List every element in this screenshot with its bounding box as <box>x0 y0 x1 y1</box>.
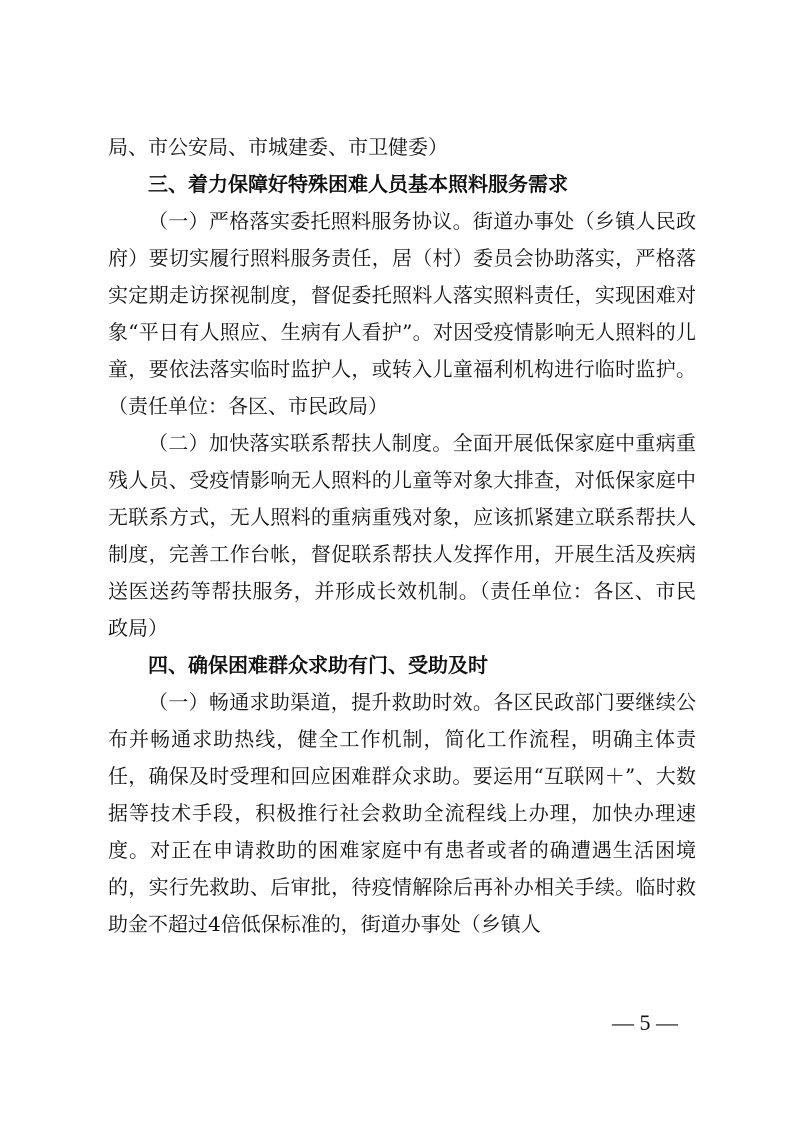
section-heading-3: 三、着力保障好特殊困难人员基本照料服务需求 <box>148 172 568 196</box>
paragraph-3-2-text: 全面开展低保家庭中重病重残人员、受疫情影响无人照料的儿童等对象大排查，对低保家庭中无联系方式，无人照料的重病重残对象，应该抓紧建立联系帮扶人制度，完善工作台帐，督促联系帮扶人发挥作用，开展生活及疾病送医送药等帮扶服务，并形成长效机制。（责任单位：各区、市民政局） <box>108 431 697 640</box>
document-body <box>108 129 696 943</box>
paragraph-4-1 <box>108 684 696 943</box>
subheading-4-1: （一）畅通求助渠道，提升救助时效。 <box>148 690 494 714</box>
paragraph-3-1-text: 街道办事处（乡镇人民政府）要切实履行照料服务责任，居（村）委员会协助落实，严格落实定期走访探视制度，督促委托照料人落实照料责任，实现困难对象“平日有人照应、生病有人看护”。对因受疫情影响无人照料的儿童，要依法落实临时监护人，或转入儿童福利机构进行临时监护。（责任单位：各区、市民政局） <box>108 209 697 418</box>
subheading-3-1: （一）严格落实委托照料服务协议。 <box>148 209 473 233</box>
subheading-3-2: （二）加快落实联系帮扶人制度。 <box>148 431 453 455</box>
paragraph-3-1 <box>108 203 696 425</box>
page-number: — 5 — <box>612 1010 678 1035</box>
paragraph-3-2 <box>108 425 696 647</box>
continuation-paragraph: 局、市公安局、市城建委、市卫健委） <box>108 135 448 159</box>
section-heading-4: 四、确保困难群众求助有门、受助及时 <box>148 653 488 677</box>
paragraph-4-1-text: 各区民政部门要继续公布并畅通求助热线，健全工作机制，简化工作流程，明确主体责任，确保及时受理和回应困难群众求助。要运用“互联网＋”、大数据等技术手段，积极推行社会救助全流程线上办理，加快办理速度。对正在申请救助的困难家庭中有患者或者的确遭遇生活困境的，实行先救助、后审批，待疫情解除后再补办相关手续。临时救助金不超过4倍低保标准的，街道办事处（乡镇人 <box>108 690 697 936</box>
